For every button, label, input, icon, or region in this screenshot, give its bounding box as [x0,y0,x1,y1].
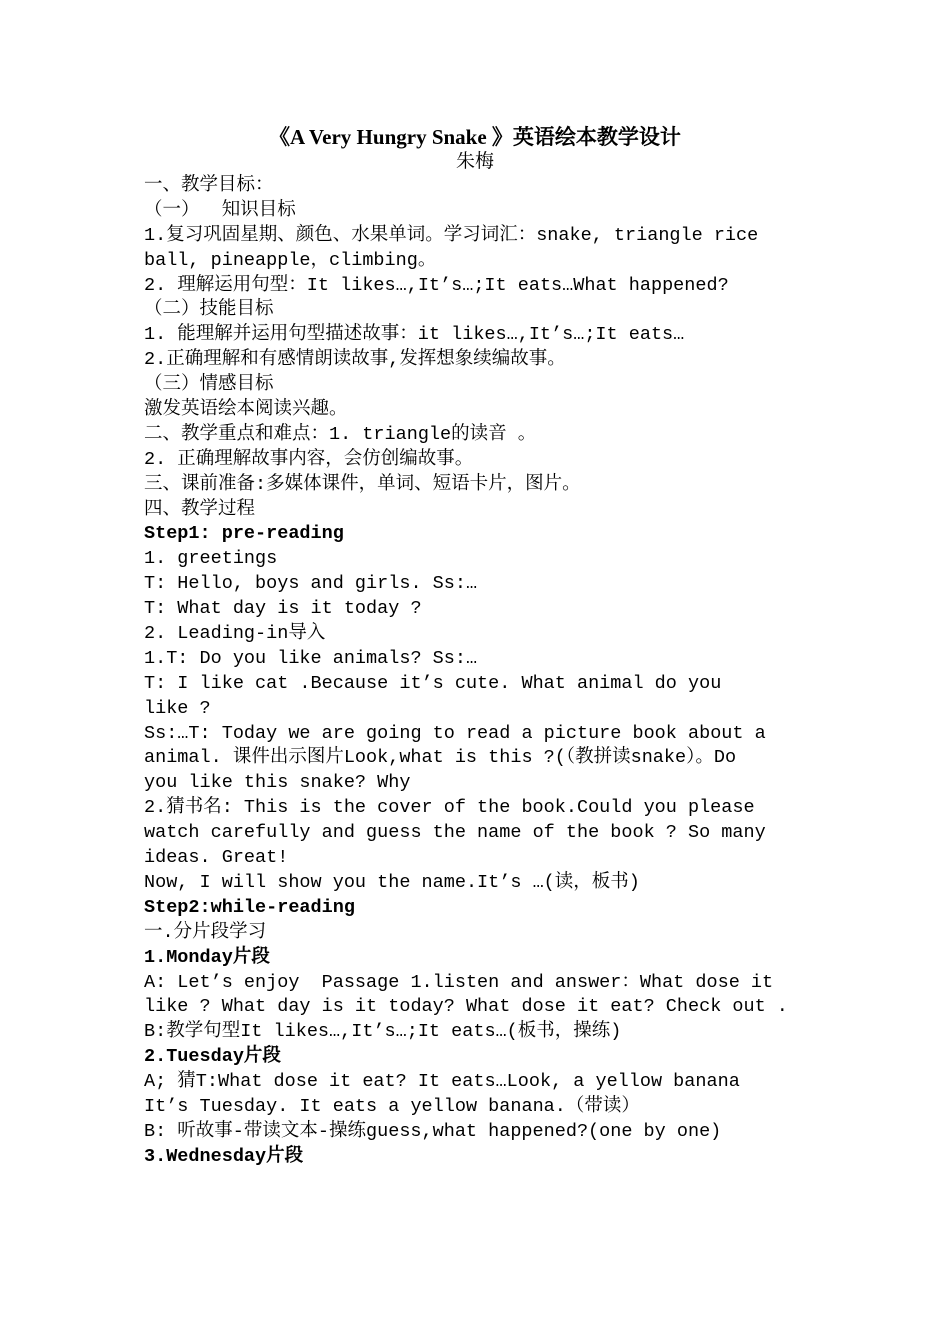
text-line: 三、课前准备:多媒体课件，单词、短语卡片，图片。 [144,473,581,495]
text-line: A; 猜T:What dose it eat? It eats…Look, a yellow banana [144,1071,740,1093]
text-line: 1.T: Do you like animals? Ss:… [144,647,478,669]
text-line: Ss:…T: Today we are going to read a picture book about a [144,722,766,744]
text-line: It’s Tuesday. It eats a yellow banana.（带读） [144,1095,640,1117]
text-line: T: Hello, boys and girls. Ss:… [144,573,478,595]
text-line: 一、教学目标： [144,175,274,196]
text-line: B:教学句型It likes…,It’s…;It eats…(板书，操练) [144,1021,622,1043]
text-line: ball, pineapple，climbing。 [144,249,437,271]
document-title: 《A Very Hungry Snake 》英语绘本教学设计 [269,125,681,149]
text-line: ideas. Great! [144,847,289,869]
text-line: like ? [144,697,211,719]
text-line: watch carefully and guess the name of the book ? So many [144,822,766,844]
text-line: 2. 正确理解故事内容，会仿创编故事。 [144,448,474,470]
text-line: Now, I will show you the name.It’s …(读，板书) [144,871,640,893]
text-line: （三）情感目标 [144,374,274,396]
section-heading: 2.Tuesday片段 [144,1046,281,1068]
section-heading: 1.Monday片段 [144,946,270,968]
text-line: B: 听故事-带读文本-操练guess,what happened?(one by one) [144,1120,722,1142]
document-author: 朱梅 [455,150,494,172]
text-line: 二、教学重点和难点：1. triangle的读音 。 [144,423,537,445]
section-heading: 3.Wednesday片段 [144,1145,304,1167]
text-line: animal. 课件出示图片Look,what is this ?(（教拼读snake）。Do [144,747,737,769]
text-line: 1.复习巩固星期、颜色、水果单词。学习词汇：snake, triangle rice [144,224,759,246]
text-line: 1. 能理解并运用句型描述故事：it likes…,It’s…;It eats… [144,324,685,346]
text-line: 2. 理解运用句型：It likes…,It’s…;It eats…What happened? [144,274,729,296]
document-body [144,174,824,1170]
text-line: 2. Leading-in导入 [144,623,326,645]
text-line: 激发英语绘本阅读兴趣。 [144,399,348,421]
text-line: 2.猜书名: This is the cover of the book.Could you please [144,797,755,819]
text-line: 一.分片段学习 [144,921,267,943]
text-line: （一） 知识目标 [144,199,296,221]
text-line: 2.正确理解和有感情朗读故事,发挥想象续编故事。 [144,349,566,371]
text-line: （二）技能目标 [144,299,274,321]
section-heading: Step2:while-reading [144,896,355,918]
text-line: 四、教学过程 [144,498,256,520]
text-line: you like this snake? Why [144,772,411,794]
text-line: A: Let’s enjoy Passage 1.listen and answer：What dose it [144,971,774,993]
text-line: T: What day is it today ? [144,598,422,620]
text-line: like ? What day is it today? What dose it eat? Check out . [144,996,788,1018]
text-line: 1. greetings [144,548,278,570]
section-heading: Step1: pre-reading [144,523,344,545]
text-line: T: I like cat .Because it’s cute. What animal do you [144,672,722,694]
